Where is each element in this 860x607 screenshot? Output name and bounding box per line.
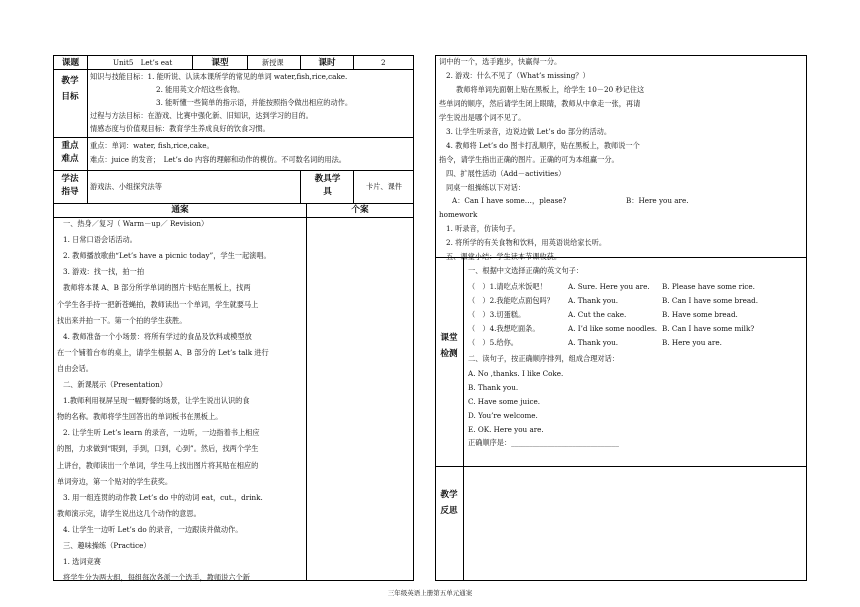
quiz-option-b: B. Have some bread. <box>662 310 738 319</box>
text-line: 教师将本课 A、B 部分所学单词的图片卡贴在黑板上，找两 <box>63 283 251 293</box>
text-line: 物的名称。教师将学生回答出的单词板书在黑板上。 <box>57 412 223 422</box>
quiz-question: （ ）2.我能吃点面包吗？ <box>468 296 554 305</box>
type-value: 新授课 <box>262 58 284 67</box>
left-table-border-right <box>413 55 414 581</box>
text-line: 1. 选词竞赛 <box>63 557 101 567</box>
topic-label: 课题 <box>61 58 80 68</box>
text-line: 4. 让学生一边听 Let’s do 的录音，一边跟读并做动作。 <box>63 524 243 534</box>
method-label: 学法指导 <box>61 174 79 197</box>
quiz-option-b: B. Please have some rice. <box>662 282 755 291</box>
text-line: 四、扩展性活动（Add－activities） <box>446 169 566 178</box>
text-line: A：Can I have some…，please? <box>452 196 567 205</box>
row-line <box>53 170 414 171</box>
text-line: 1. 日常口语会话活动。 <box>63 235 137 245</box>
goal-line: 过程与方法目标：在游戏、比赛中强化新、旧知识，达到学习的目的。 <box>90 111 313 120</box>
col-line <box>300 170 301 204</box>
right-table-border-left <box>435 55 436 581</box>
text-line: B：Here you are. <box>626 196 689 205</box>
quiz-option-a: A. Cut the cake. <box>568 310 627 319</box>
col-line <box>87 55 88 203</box>
text-line: 二、新课展示（Presentation） <box>63 380 167 389</box>
text-line: 教师演示完，请学生说出这几个动作的意思。 <box>57 508 201 518</box>
goal-line: 3. 能听懂一些简单的指示语，并能按照指令做出相应的动作。 <box>156 98 353 107</box>
goal-line: 情感态度与价值观目标：教育学生养成良好的饮食习惯。 <box>90 124 270 133</box>
text-line: homework <box>439 210 478 219</box>
quiz-sentence: E. OK. Here you are. <box>468 425 544 434</box>
text-line: 个学生各手持一把新苍蝇拍，教师读出一个单词，学生就要马上 <box>57 299 259 309</box>
text-line: 一、热身／复习（ Warm－up／ Revision） <box>63 219 209 228</box>
text-line: 上讲台，教师读出一个单词，学生马上找出图片将其贴在相应的 <box>57 460 259 470</box>
quiz-label: 课堂检测 <box>440 333 458 359</box>
quiz-option-a: A. I’d like some noodles. <box>568 324 658 333</box>
quiz-sentence: B. Thank you. <box>468 383 519 392</box>
text-line: 4. 教师将 Let’s do 图卡打乱顺序，贴在黑板上，教师说一个 <box>446 141 640 150</box>
text-line: 词中的一个，选手跑步，快赢得一分。 <box>439 57 562 66</box>
method-value: 游戏法、小组探究法等 <box>90 182 162 191</box>
text-line: 1.教师利用视屏呈现一幅野餐的场景，让学生说出认识的食 <box>63 396 250 406</box>
answer-blank: ______________________________ <box>511 438 619 447</box>
quiz-section2-title: 二、读句子，按正确顺序排列，组成合理对话： <box>468 354 619 363</box>
hours-value: 2 <box>381 58 386 67</box>
text-line: 2. 教师播放歌曲“Let’s have a picnic today”，学生一起演唱。 <box>63 251 271 261</box>
page-footer: 三年级英语上册第五单元通案 <box>387 589 473 597</box>
quiz-sentence: C. Have some juice. <box>468 397 541 406</box>
individual-col-header: 个案 <box>351 205 369 215</box>
type-label: 课型 <box>211 58 229 68</box>
quiz-option-a: A. Thank you. <box>568 296 619 305</box>
col-line <box>353 55 354 70</box>
text-line: 在一个铺着台布的桌上，请学生根据 A、B 部分的 Let’s talk 进行 <box>57 347 269 357</box>
keypoints-label: 重点难点 <box>61 141 79 164</box>
goal-line: 知识与技能目标：1. 能听说、认读本课所学的常见的单词 water,fish,rice,cake. <box>90 72 348 81</box>
quiz-section1-title: 一、根据中文选择正确的英文句子： <box>468 266 584 275</box>
col-line <box>306 203 307 580</box>
common-col-header: 通案 <box>171 205 189 215</box>
text-line: 五、课堂小结：学生读本节课收获。 <box>446 252 562 261</box>
quiz-question: （ ）5.给你。 <box>468 338 518 347</box>
quiz-option-a: A. Sure. Here you are. <box>568 282 650 291</box>
row-line <box>53 137 414 138</box>
tools-value: 卡片、课件 <box>366 182 402 191</box>
right-table-border-right <box>806 55 807 581</box>
text-line: 找出来并拍一下。第一个拍的学生获胜。 <box>57 315 187 325</box>
quiz-option-b: B. Here you are. <box>662 338 722 347</box>
right-table-border-bottom <box>435 580 807 581</box>
text-line: 3. 用一组连贯的动作教 Let’s do 中的动词 eat，cut.，drink. <box>63 492 263 502</box>
text-line: 教师将单词先面朝上贴在黑板上，给学生 10－20 秒记住这 <box>456 85 645 94</box>
tools-label: 教具学具 <box>314 174 341 197</box>
quiz-sentence: D. You’re welcome. <box>468 411 538 420</box>
goal-line: 2. 能用英文介绍这些食物。 <box>156 85 245 94</box>
text-line: 学生说出是哪个词不见了。 <box>439 113 526 122</box>
text-line: 将学生分为两大组，每组每次各派一个选手，教师说六个新 <box>63 573 250 583</box>
text-line: 的图，力求做到“眼到，手到，口到，心到”。然后，找两个学生 <box>57 444 259 454</box>
quiz-sentence: A. No ,thanks. I like Coke. <box>468 369 564 378</box>
text-line: 4. 教师准备一个小场景：将所有学过的食品及饮料或模型放 <box>63 331 252 341</box>
text-line: 1. 听录音，仿读句子。 <box>446 224 520 233</box>
keypoint-line: 难点：juice 的发音； Let’s do 内容的理解和动作的模仿。不可数名词的用法。 <box>90 155 346 164</box>
hours-label: 课时 <box>318 58 336 68</box>
text-line: 些单词的顺序，然后请学生闭上眼睛，教师从中拿走一张，再请 <box>439 99 641 108</box>
text-line: 同桌一组操练以下对话： <box>446 183 526 192</box>
quiz-question: （ ）4.我想吃面条。 <box>468 324 540 333</box>
quiz-option-b: B. Can I have some bread. <box>662 296 759 305</box>
quiz-question: （ ）3.切蛋糕。 <box>468 310 526 319</box>
col-line <box>247 55 248 70</box>
text-line: 2. 让学生听 Let’s learn 的录音，一边听，一边指着书上相应 <box>63 428 260 438</box>
topic-value: Unit5 Let’s eat <box>113 58 173 67</box>
col-line <box>463 257 464 581</box>
col-line <box>353 170 354 204</box>
text-line: 单词旁边，第一个贴对的学生获奖。 <box>57 476 173 486</box>
text-line: 3. 游戏：找一找，拍一拍 <box>63 267 145 277</box>
quiz-option-a: A. Thank you. <box>568 338 619 347</box>
answer-label: 正确顺序是： <box>468 438 512 447</box>
keypoint-line: 重点：单词：water, fish,rice,cake。 <box>90 141 214 150</box>
goals-label: 教学目标 <box>61 76 79 102</box>
text-line: 指令，请学生指出正确的图片。正确的可为本组赢一分。 <box>439 155 619 164</box>
text-line: 3. 让学生听录音，边说边做 Let’s do 部分的活动。 <box>446 127 612 136</box>
text-line: 2. 将所学的有关食物和饮料，用英语说给家长听。 <box>446 238 607 247</box>
text-line: 自由会话。 <box>57 363 93 373</box>
quiz-question: （ ）1.请吃点米饭吧！ <box>468 282 547 291</box>
quiz-option-b: B. Can I have some milk? <box>662 324 755 333</box>
row-line <box>435 466 807 467</box>
left-table-border-left <box>53 55 54 581</box>
answer-row <box>468 437 619 449</box>
text-line: 三、趣味操练（Practice） <box>63 541 151 550</box>
reflection-label: 教学反思 <box>440 490 458 516</box>
text-line: 2. 游戏：什么不见了（What’s missing？） <box>446 71 590 80</box>
